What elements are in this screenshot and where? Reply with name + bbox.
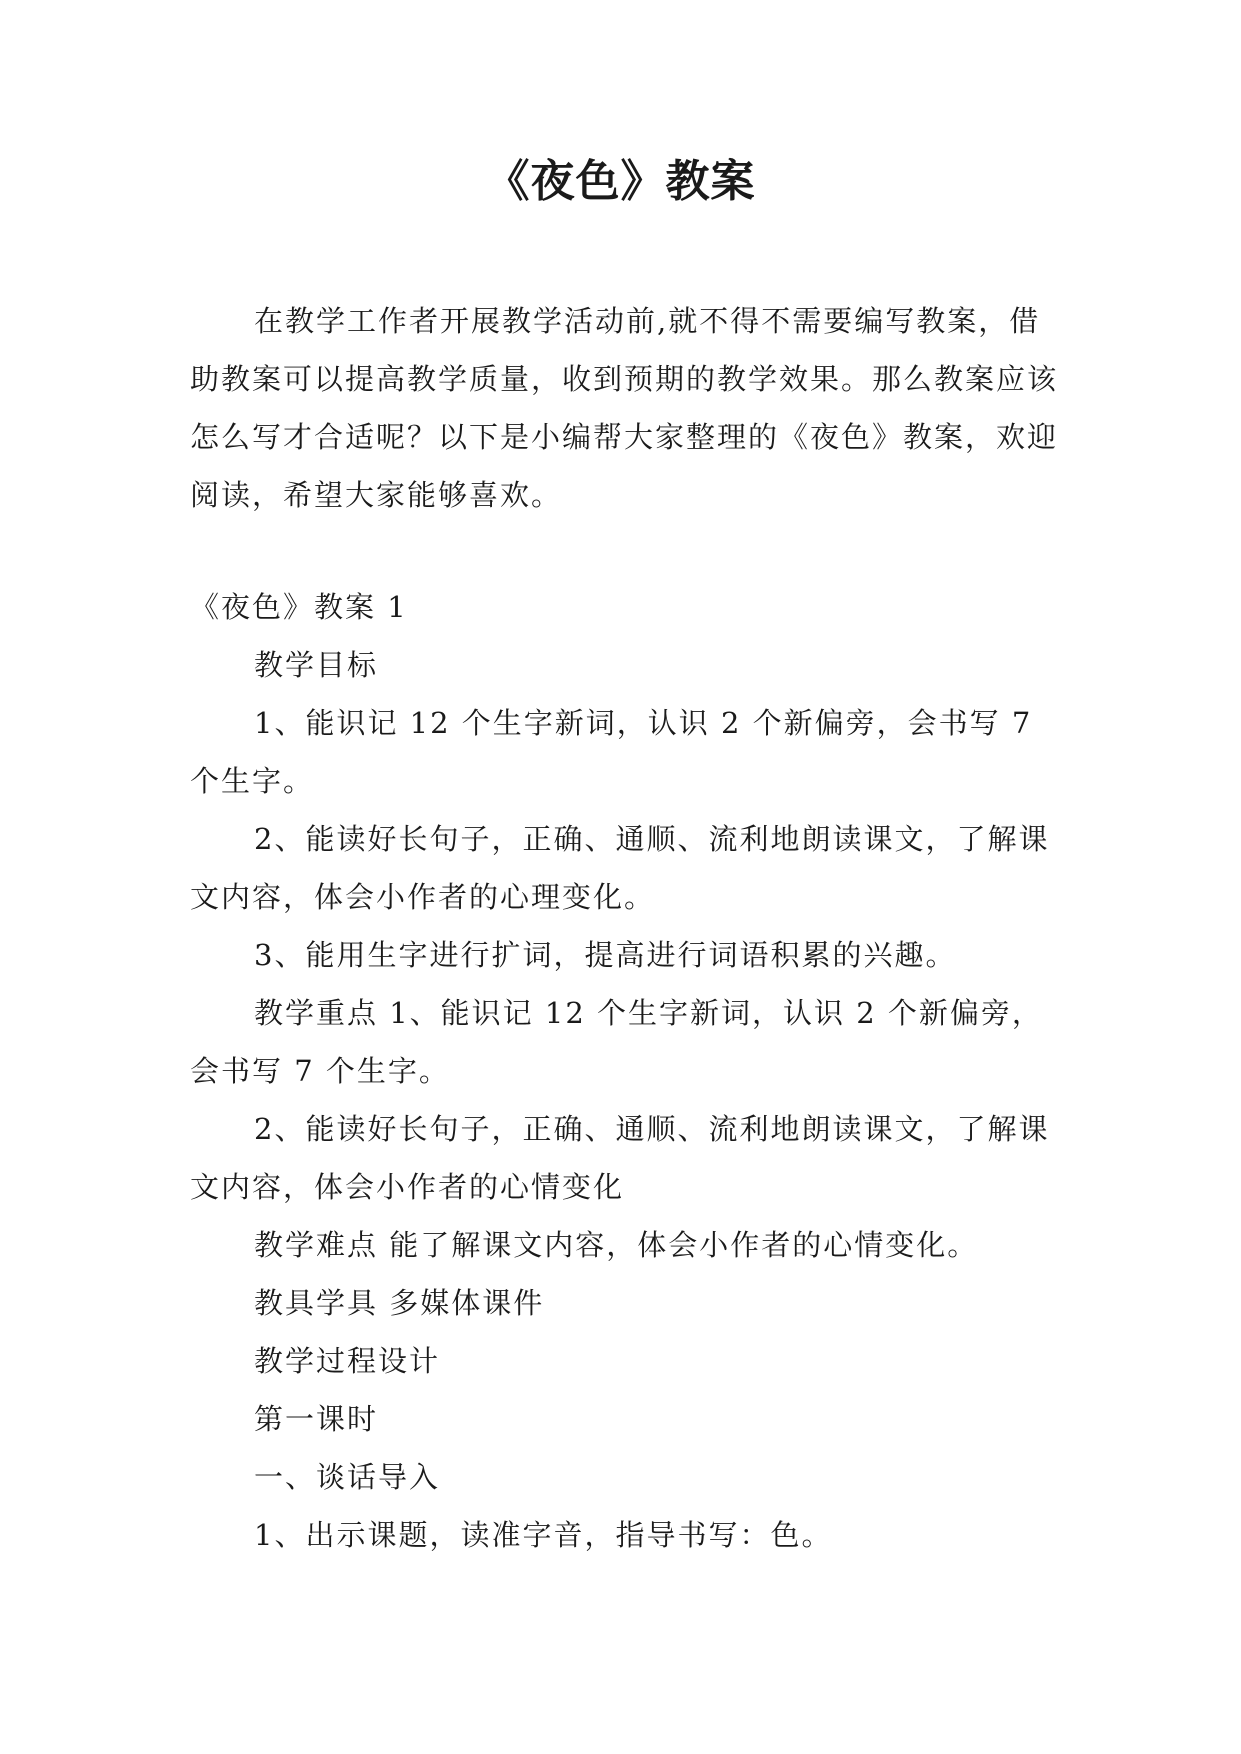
body-paragraph: 1、出示课题，读准字音，指导书写：色。 (254, 1518, 833, 1552)
body-paragraph: 3、能用生字进行扩词，提高进行词语积累的兴趣。 (254, 938, 957, 972)
section-heading: 《夜色》教案 1 (190, 590, 408, 624)
body-paragraph: 教具学具 多媒体课件 (254, 1286, 545, 1320)
document-title: 《夜色》教案 (485, 156, 756, 207)
body-paragraph: 教学目标 (254, 648, 379, 682)
body-paragraph: 2、能读好长句子，正确、通顺、流利地朗读课文，了解课文内容，体会小作者的心理变化。 (190, 822, 1050, 914)
body-paragraph: 教学重点 1、能识记 12 个生字新词，认识 2 个新偏旁，会书写 7 个生字。 (190, 996, 1043, 1088)
document-body (190, 578, 1070, 1564)
body-paragraph: 第一课时 (254, 1402, 379, 1436)
body-paragraph: 教学过程设计 (254, 1344, 441, 1378)
body-paragraph: 2、能读好长句子，正确、通顺、流利地朗读课文，了解课文内容，体会小作者的心情变化 (190, 1112, 1050, 1204)
intro-paragraph: 在教学工作者开展教学活动前,就不得不需要编写教案，借助教案可以提高教学质量，收到预期的教学效果。那么教案应该怎么写才合适呢？以下是小编帮大家整理的《夜色》教案，欢迎阅读，希望大家能够喜欢。 (190, 304, 1059, 512)
body-paragraph: 1、能识记 12 个生字新词，认识 2 个新偏旁，会书写 7 个生字。 (190, 706, 1033, 798)
body-paragraph: 教学难点 能了解课文内容，体会小作者的心情变化。 (254, 1228, 979, 1262)
body-paragraph: 一、谈话导入 (254, 1460, 441, 1494)
